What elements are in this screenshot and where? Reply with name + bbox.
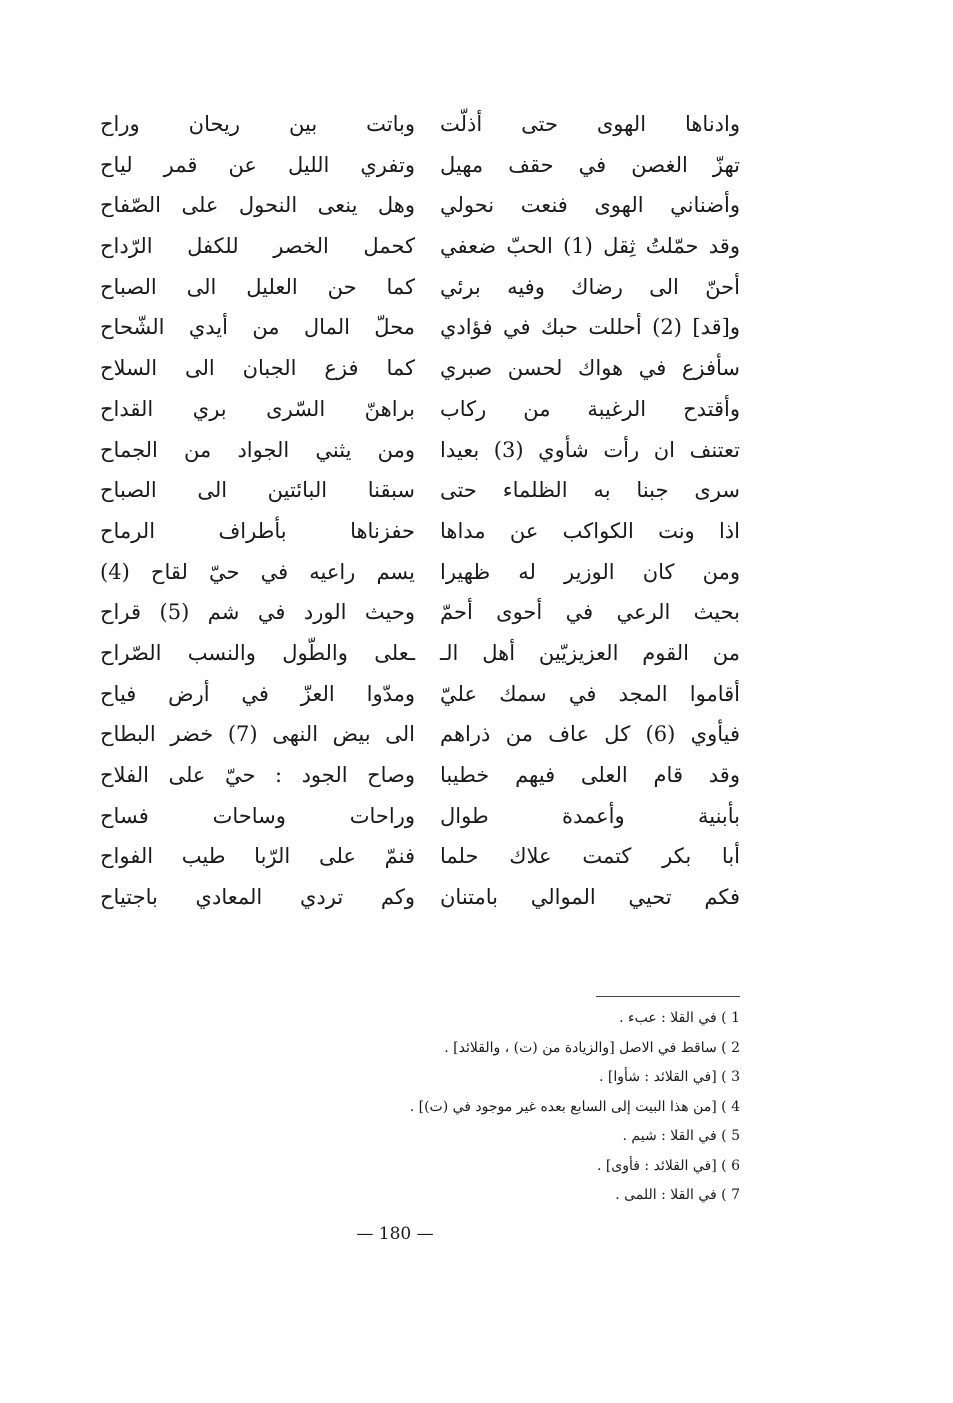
- verse-1: [100, 104, 740, 145]
- verse-first-hemistich: وأضناني الهوى فنعت نحولي: [440, 193, 740, 218]
- verse-second-hemistich: يسم راعيه في حيّ لقاح (4): [100, 559, 415, 584]
- verse-4: [100, 226, 740, 267]
- verse-5: [100, 267, 740, 308]
- verse-13: [100, 592, 740, 633]
- verse-second-hemistich: الى بيض النهى (7) خضر البطاح: [100, 722, 415, 747]
- verse-first-hemistich: وقد قام العلى فيهم خطيبا: [440, 763, 740, 787]
- verse-first-hemistich: ومن كان الوزير له ظهيرا: [440, 559, 740, 584]
- verse-17: [100, 755, 740, 796]
- verse-first-hemistich: سأفزع في هواك لحسن صبري: [440, 356, 740, 381]
- verse-second-hemistich: وحيث الورد في شم (5) قراح: [100, 600, 415, 625]
- poem-body: [100, 104, 740, 918]
- verse-second-hemistich: وصاح الجود : حيّ على الفلاح: [100, 763, 415, 787]
- verse-3: [100, 185, 740, 226]
- verse-second-hemistich: محلّ المال من أيدي الشّحاح: [100, 315, 415, 340]
- verse-first-hemistich: اذا ونت الكواكب عن مداها: [440, 518, 740, 543]
- verse-19: [100, 836, 740, 877]
- verse-first-hemistich: تهزّ الغصن في حقف مهيل: [440, 152, 740, 177]
- verse-10: [100, 470, 740, 511]
- footnote-4: 4 ) [من هذا البيت إلى السابع بعده غير موجود في (ت)] .: [409, 1098, 740, 1115]
- verse-second-hemistich: ومن يثني الجواد من الجماح: [100, 437, 415, 462]
- verse-6: [100, 307, 740, 348]
- verse-first-hemistich: أحنّ الى رضاك وفيه برئي: [440, 274, 740, 299]
- verse-second-hemistich: وهل ينعى النحول على الصّفاح: [100, 193, 415, 218]
- footnote-7: 7 ) في القلا : اللمى .: [615, 1187, 740, 1203]
- verse-second-hemistich: ومدّوا العزّ في أرض فياح: [100, 681, 415, 706]
- verse-14: [100, 633, 740, 674]
- verse-first-hemistich: وادناها الهوى حتى أذلّت: [440, 112, 740, 136]
- verse-7: [100, 348, 740, 389]
- verse-15: [100, 674, 740, 715]
- verse-second-hemistich: وراحات وساحات فساح: [100, 803, 415, 828]
- verse-first-hemistich: فيأوي (6) كل عاف من ذراهم: [440, 722, 740, 747]
- verse-first-hemistich: من القوم العزيزيّين أهل الـ: [440, 640, 740, 665]
- verse-first-hemistich: فكم تحيي الموالي بامتنان: [440, 885, 740, 910]
- verse-first-hemistich: و[قد] (2) أحللت حبك في فؤادي: [440, 315, 740, 340]
- verse-9: [100, 430, 740, 471]
- verse-first-hemistich: سرى جبنا به الظلماء حتى: [440, 478, 740, 503]
- verse-second-hemistich: براهنّ السّرى بري القداح: [100, 396, 415, 421]
- verse-second-hemistich: وكم تردي المعادي باجتياح: [100, 885, 415, 910]
- verse-second-hemistich: ـعلى والطّول والنسب الصّراح: [100, 640, 415, 665]
- verse-second-hemistich: سبقنا البائتين الى الصباح: [100, 478, 415, 503]
- verse-second-hemistich: كما فزع الجبان الى السلاح: [100, 356, 415, 381]
- verse-first-hemistich: بأبنية وأعمدة طوال: [440, 803, 740, 828]
- footnote-6: 6 ) [في القلائد : فأوى] .: [596, 1157, 740, 1174]
- page-number: — 180 —: [356, 1224, 434, 1244]
- footnote-3: 3 ) [في القلائد : شأوا] .: [598, 1069, 740, 1085]
- verse-second-hemistich: كما حن العليل الى الصباح: [100, 274, 415, 299]
- verse-20: [100, 877, 740, 918]
- verse-second-hemistich: وباتت بين ريحان وراح: [100, 112, 415, 136]
- verse-first-hemistich: أقاموا المجد في سمك عليّ: [440, 681, 740, 706]
- verse-second-hemistich: وتفري الليل عن قمر لياح: [100, 152, 415, 177]
- footnote-1: 1 ) في القلا : عبء .: [619, 1010, 740, 1026]
- verse-16: [100, 714, 740, 755]
- verse-11: [100, 511, 740, 552]
- verse-18: [100, 796, 740, 837]
- verse-first-hemistich: وأقتدح الرغيبة من ركاب: [440, 396, 740, 421]
- verse-2: [100, 145, 740, 186]
- verse-first-hemistich: أبا بكر كتمت علاك حلما: [440, 844, 740, 869]
- verse-first-hemistich: بحيث الرعي في أحوى أحمّ: [440, 600, 740, 625]
- footnote-divider: [596, 996, 740, 997]
- verse-12: [100, 552, 740, 593]
- footnote-2: 2 ) ساقط في الاصل [والزيادة من (ت) ، والقلائد] .: [444, 1039, 740, 1056]
- footnotes: [300, 1004, 740, 1211]
- verse-second-hemistich: فنمّ على الرّبا طيب الفواح: [100, 844, 415, 869]
- footnote-5: 5 ) في القلا : شيم .: [622, 1128, 740, 1144]
- verse-second-hemistich: حفزناها بأطراف الرماح: [100, 518, 415, 543]
- verse-first-hemistich: وقد حمّلتُ ثِقل (1) الحبّ ضعفي: [440, 234, 740, 259]
- verse-8: [100, 389, 740, 430]
- verse-second-hemistich: كحمل الخصر للكفل الرّداح: [100, 234, 415, 259]
- verse-first-hemistich: تعتنف ان رأت شأوي (3) بعيدا: [440, 437, 740, 462]
